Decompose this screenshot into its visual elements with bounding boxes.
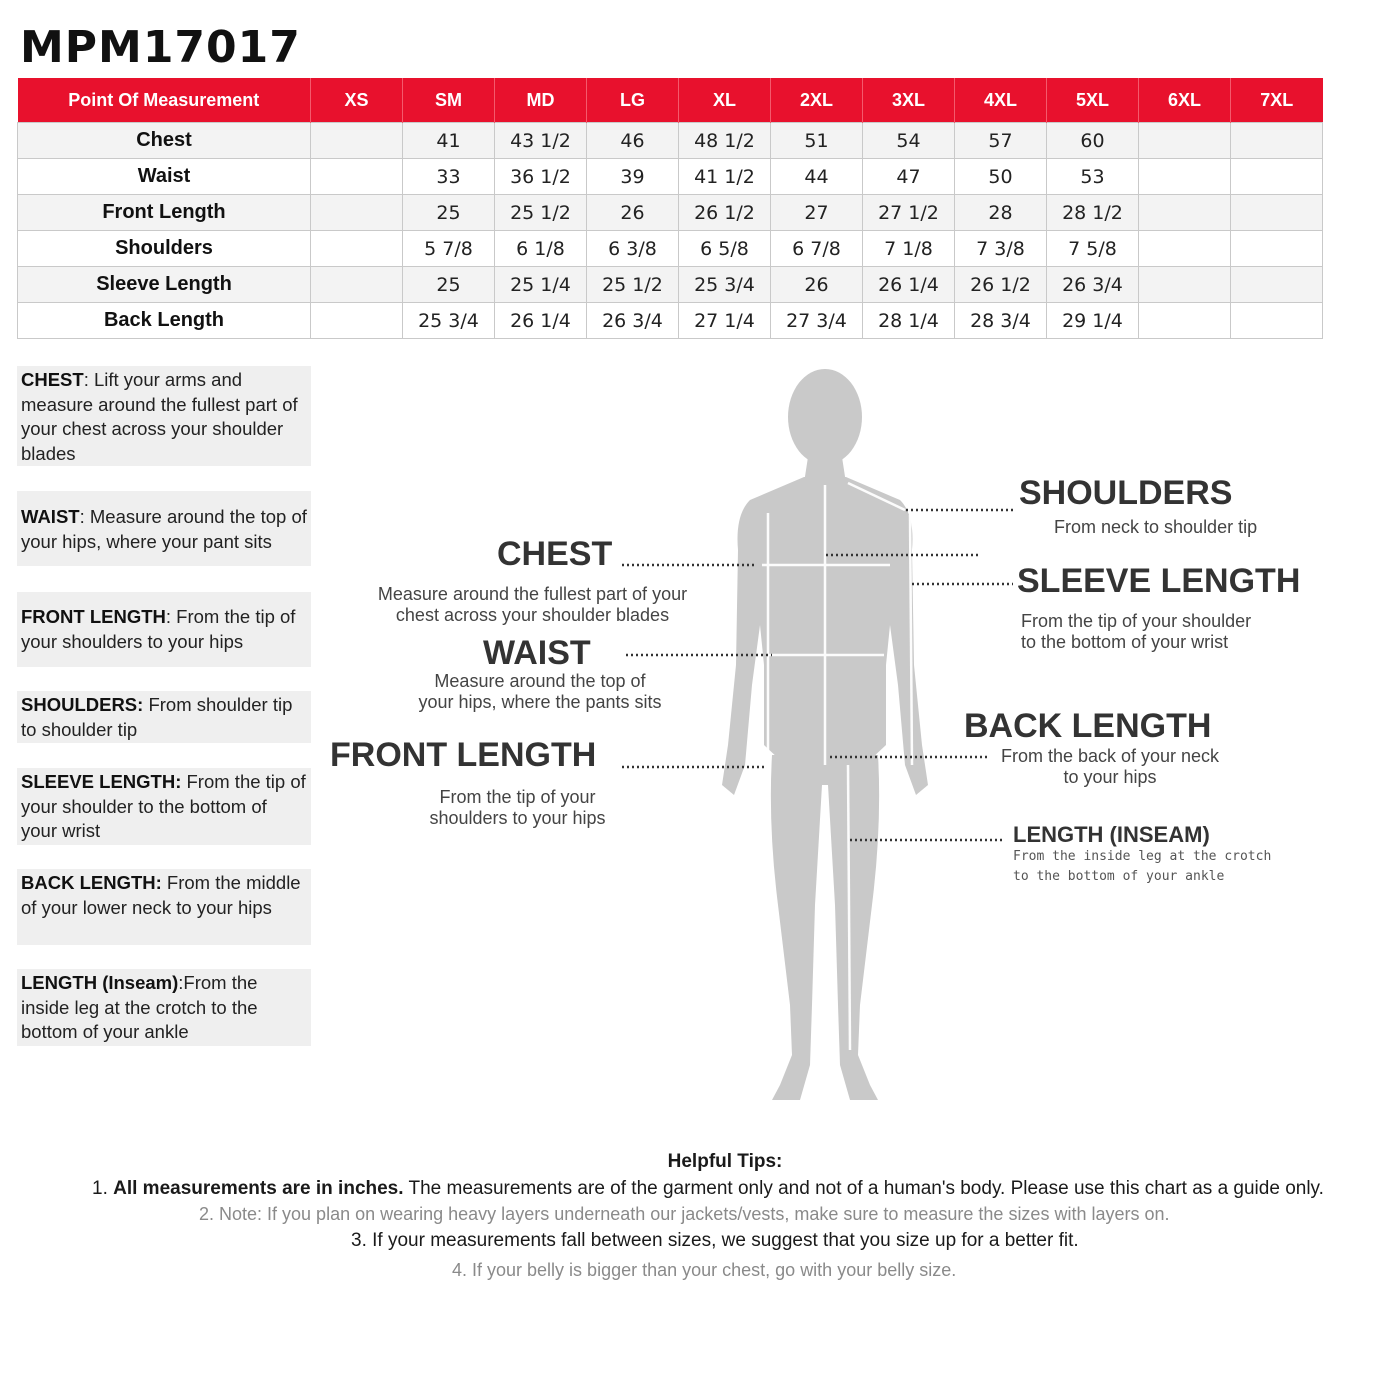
table-cell: 28 1/2	[1047, 195, 1139, 231]
table-cell: 48 1/2	[679, 123, 771, 159]
table-cell: 26 1/2	[679, 195, 771, 231]
header-size: SM	[403, 78, 495, 123]
row-label: Sleeve Length	[18, 267, 311, 303]
table-cell: 25 1/2	[495, 195, 587, 231]
table-cell: 26 3/4	[1047, 267, 1139, 303]
header-size: XS	[311, 78, 403, 123]
row-label: Back Length	[18, 303, 311, 339]
table-cell: 28	[955, 195, 1047, 231]
diagram-chest-description: Measure around the fullest part of your chest across your shoulder blades	[377, 584, 688, 625]
table-cell: 29 1/4	[1047, 303, 1139, 339]
table-cell: 26 1/4	[863, 267, 955, 303]
tip-4: 4. If your belly is bigger than your chest, go with your belly size.	[452, 1260, 957, 1280]
header-size: 5XL	[1047, 78, 1139, 123]
table-cell: 7 1/8	[863, 231, 955, 267]
table-cell: 46	[587, 123, 679, 159]
table-cell: 25	[403, 267, 495, 303]
definition-waist: WAIST: Measure around the top of your hips, where your pant sits	[17, 491, 311, 566]
header-point-of-measurement: Point Of Measurement	[18, 78, 311, 123]
table-cell: 28 1/4	[863, 303, 955, 339]
table-cell: 7 5/8	[1047, 231, 1139, 267]
table-cell: 57	[955, 123, 1047, 159]
table-cell: 25 1/2	[587, 267, 679, 303]
table-cell: 41	[403, 123, 495, 159]
table-cell: 41 1/2	[679, 159, 771, 195]
header-size: MD	[495, 78, 587, 123]
table-cell: 26 1/4	[495, 303, 587, 339]
table-cell: 6 7/8	[771, 231, 863, 267]
row-label: Shoulders	[18, 231, 311, 267]
table-cell: 6 1/8	[495, 231, 587, 267]
tip-2: 2. Note: If you plan on wearing heavy layers underneath our jackets/vests, make sure to measure the sizes with layers on.	[199, 1204, 1170, 1224]
header-size: 7XL	[1231, 78, 1323, 123]
table-cell: 43 1/2	[495, 123, 587, 159]
table-cell: 6 5/8	[679, 231, 771, 267]
table-cell: 25 1/4	[495, 267, 587, 303]
table-cell: 25	[403, 195, 495, 231]
diagram-sleeve-length-description: From the tip of your shoulder to the bottom of your wrist	[1021, 611, 1252, 652]
table-cell: 44	[771, 159, 863, 195]
row-label: Front Length	[18, 195, 311, 231]
table-cell: 27 3/4	[771, 303, 863, 339]
table-cell: 27 1/2	[863, 195, 955, 231]
header-size: LG	[587, 78, 679, 123]
diagram-shoulders-title: SHOULDERS	[1019, 474, 1233, 512]
product-code: MPM17017	[20, 22, 301, 73]
header-size: XL	[679, 78, 771, 123]
table-cell: 26 3/4	[587, 303, 679, 339]
diagram-back-length-title: BACK LENGTH	[964, 707, 1212, 745]
diagram-sleeve-length-title: SLEEVE LENGTH	[1017, 562, 1301, 600]
table-cell: 36 1/2	[495, 159, 587, 195]
diagram-inseam-title: LENGTH (INSEAM)	[1013, 822, 1210, 847]
definition-sleeve-length: SLEEVE LENGTH: From the tip of your shoulder to the bottom of your wrist	[17, 768, 311, 845]
table-cell: 26	[587, 195, 679, 231]
table-cell: 53	[1047, 159, 1139, 195]
definition-back-length: BACK LENGTH: From the middle of your lower neck to your hips	[17, 869, 311, 945]
table-cell: 25 3/4	[679, 267, 771, 303]
table-cell: 60	[1047, 123, 1139, 159]
definition-chest: CHEST: Lift your arms and measure around the fullest part of your chest across your shoulder blades	[17, 366, 311, 466]
row-label: Waist	[18, 159, 311, 195]
diagram-waist-description: Measure around the top of your hips, where the pants sits	[418, 671, 662, 712]
table-cell: 27	[771, 195, 863, 231]
table-cell: 51	[771, 123, 863, 159]
diagram-shoulders-description: From neck to shoulder tip	[1054, 517, 1258, 537]
table-cell: 5 7/8	[403, 231, 495, 267]
row-label: Chest	[18, 123, 311, 159]
header-size: 3XL	[863, 78, 955, 123]
tip-3: 3. If your measurements fall between sizes, we suggest that you size up for a better fit.	[351, 1230, 1079, 1251]
definition-front-length: FRONT LENGTH: From the tip of your shoulders to your hips	[17, 592, 311, 667]
table-cell: 26	[771, 267, 863, 303]
diagram-chest-title: CHEST	[497, 535, 613, 573]
diagram-back-length-description: From the back of your neck to your hips	[1000, 746, 1220, 787]
header-size: 6XL	[1139, 78, 1231, 123]
header-size: 4XL	[955, 78, 1047, 123]
diagram-front-length-description: From the tip of your shoulders to your hips	[429, 787, 606, 828]
table-cell: 27 1/4	[679, 303, 771, 339]
definition-shoulders: SHOULDERS: From shoulder tip to shoulder tip	[17, 691, 311, 743]
table-cell: 54	[863, 123, 955, 159]
diagram-front-length-title: FRONT LENGTH	[330, 736, 597, 774]
header-size: 2XL	[771, 78, 863, 123]
table-cell: 26 1/2	[955, 267, 1047, 303]
definition-inseam: LENGTH (Inseam):From the inside leg at the crotch to the bottom of your ankle	[17, 969, 311, 1046]
table-cell: 39	[587, 159, 679, 195]
table-cell: 33	[403, 159, 495, 195]
diagram-inseam-description: From the inside leg at the crotch to the bottom of your ankle	[1013, 849, 1272, 884]
tip-1: 1. All measurements are in inches. The measurements are of the garment only and not of a human's body. Please use this chart as a guide only.	[92, 1178, 1324, 1199]
diagram-waist-title: WAIST	[483, 634, 591, 672]
table-cell: 25 3/4	[403, 303, 495, 339]
helpful-tips-title: Helpful Tips:	[667, 1151, 783, 1172]
table-cell: 28 3/4	[955, 303, 1047, 339]
table-cell: 6 3/8	[587, 231, 679, 267]
table-cell: 7 3/8	[955, 231, 1047, 267]
table-cell: 47	[863, 159, 955, 195]
table-cell: 50	[955, 159, 1047, 195]
